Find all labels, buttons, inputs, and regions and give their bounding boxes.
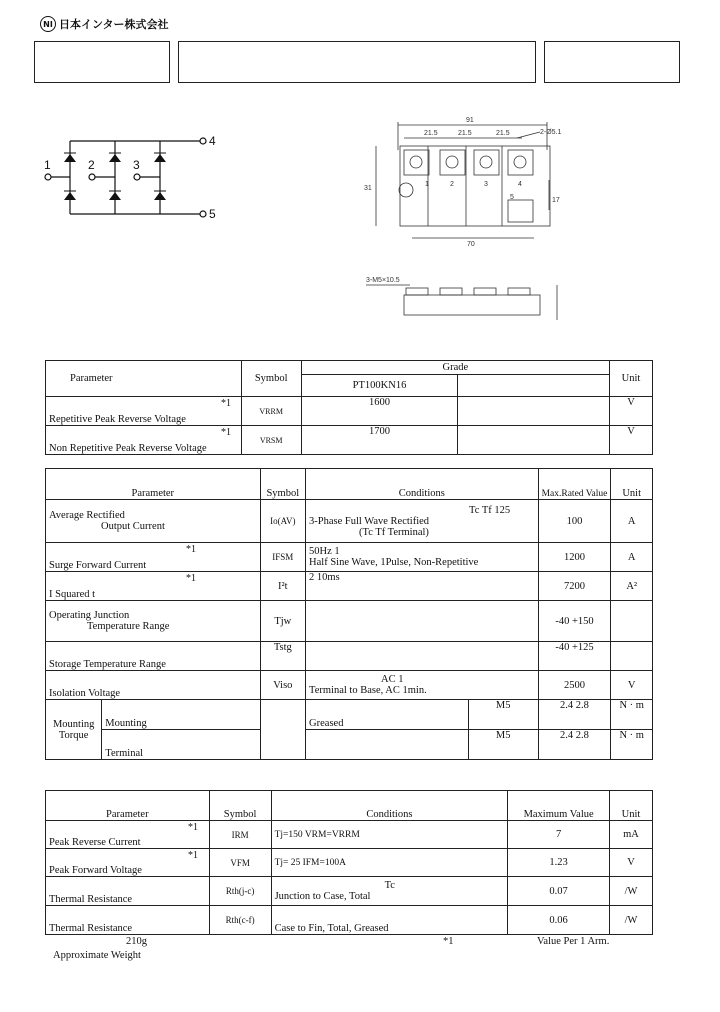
- header-parameter: Parameter: [46, 469, 261, 500]
- condition-line1: AC 1: [381, 674, 404, 685]
- value: -40 +150: [538, 601, 611, 642]
- unit: V: [610, 397, 653, 426]
- unit: /W: [610, 906, 653, 935]
- unit: N · m: [611, 700, 653, 730]
- value: 1600: [301, 397, 458, 426]
- param-name-line2: Temperature Range: [87, 621, 170, 632]
- dim-mount-pitch: 70: [467, 241, 475, 248]
- symbol: I²t: [260, 572, 305, 601]
- header-grade: Grade: [301, 361, 609, 375]
- symbol: Io(AV): [260, 500, 305, 543]
- param-name: Non Repetitive Peak Reverse Voltage: [49, 443, 207, 454]
- table-row: [46, 877, 653, 906]
- table-row: [46, 601, 653, 642]
- symbol: Rth(j-c): [209, 877, 271, 906]
- table-row: [46, 700, 653, 730]
- table-row: [46, 730, 653, 760]
- table-row: [46, 397, 653, 426]
- param-name: Surge Forward Current: [49, 560, 147, 571]
- value: 2500: [538, 671, 611, 700]
- param-name: Operating Junction: [49, 610, 130, 621]
- header-conditions: Conditions: [306, 469, 539, 500]
- unit: V: [610, 849, 653, 877]
- param-name: Thermal Resistance: [46, 906, 210, 935]
- value: 0.07: [508, 877, 610, 906]
- condition: Junction to Case, Total: [274, 891, 371, 902]
- table-row: [46, 572, 653, 601]
- table-row: [46, 849, 653, 877]
- param-name: Isolation Voltage: [46, 671, 261, 700]
- footnote-mark: *1: [221, 427, 231, 438]
- unit: A: [611, 543, 653, 572]
- unit: mA: [610, 821, 653, 849]
- table-row: [46, 426, 653, 455]
- unit: A: [611, 500, 653, 543]
- symbol: Rth(c-f): [209, 906, 271, 935]
- weight-label: Approximate Weight: [53, 950, 141, 961]
- symbol: VRSM: [241, 426, 301, 455]
- value: 2.4 2.8: [538, 730, 611, 760]
- unit: [611, 642, 653, 671]
- header-box-left: [34, 41, 170, 83]
- symbol: Viso: [260, 671, 305, 700]
- torque-screw: M5: [468, 730, 538, 760]
- condition-top: Tc: [384, 880, 395, 891]
- footnote-mark: *1: [186, 573, 196, 584]
- outline-drawing: [362, 110, 582, 340]
- pin-5: 5: [510, 194, 514, 201]
- dim-mounting-hole: 2-Ø5.1: [540, 129, 562, 136]
- symbol: IRM: [209, 821, 271, 849]
- table-row: [46, 642, 653, 671]
- param-name: Peak Reverse Current: [49, 837, 141, 848]
- value: 1200: [538, 543, 611, 572]
- table-row: [46, 671, 653, 700]
- value: 1700: [301, 426, 458, 455]
- value: 7: [508, 821, 610, 849]
- dim-terminal-height: 17: [552, 197, 560, 204]
- condition: Case to Fin, Total, Greased: [271, 906, 508, 935]
- dim-pitch-2: 21.5: [458, 130, 472, 137]
- condition-line1: 50Hz 1: [309, 546, 340, 557]
- header-box-center: [178, 41, 536, 83]
- condition: Tj= 25 IFM=100A: [271, 849, 508, 877]
- param-name: Average Rectified: [49, 510, 125, 521]
- table-row: [46, 821, 653, 849]
- dim-pitch-1: 21.5: [424, 130, 438, 137]
- condition-line2: Half Sine Wave, 1Pulse, Non-Repetitive: [309, 557, 479, 568]
- pin-1: 1: [425, 181, 429, 188]
- value: 100: [538, 500, 611, 543]
- terminal-label-5: 5: [209, 207, 216, 221]
- torque-condition: Greased: [306, 700, 469, 730]
- torque-label-2: Torque: [58, 729, 89, 741]
- param-name: I Squared t: [49, 589, 96, 600]
- footnote-mark: *1: [188, 822, 198, 833]
- unit: N · m: [611, 730, 653, 760]
- unit: /W: [610, 877, 653, 906]
- dim-overall-width: 91: [466, 117, 474, 124]
- company-logo: [40, 16, 169, 32]
- header-unit: Unit: [611, 469, 653, 500]
- header-parameter: Parameter: [46, 791, 210, 821]
- unit: V: [611, 671, 653, 700]
- header-max-rated: Max.Rated Value: [538, 469, 611, 500]
- header-box-right: [544, 41, 680, 83]
- param-name-line2: Output Current: [101, 521, 165, 532]
- value: 2.4 2.8: [538, 700, 611, 730]
- logo-mark: NI: [40, 16, 56, 32]
- circuit-diagram: [30, 125, 230, 230]
- header-conditions: Conditions: [271, 791, 508, 821]
- torque-label-1: Mounting: [52, 718, 95, 730]
- torque-sub-mounting: Mounting: [102, 700, 260, 730]
- condition-line1: Tc Tf 125: [469, 504, 511, 516]
- terminal-label-1: 1: [44, 158, 51, 172]
- header-blank: [458, 375, 610, 397]
- condition: 2 10ms: [306, 572, 539, 601]
- value: 7200: [538, 572, 611, 601]
- header-symbol: Symbol: [241, 361, 301, 397]
- dim-screw-spec: 3-M5×10.5: [366, 277, 400, 284]
- header-unit: Unit: [610, 361, 653, 397]
- table-row: [46, 543, 653, 572]
- symbol: VRRM: [241, 397, 301, 426]
- unit: [611, 601, 653, 642]
- pin-3: 3: [484, 181, 488, 188]
- header-symbol: Symbol: [209, 791, 271, 821]
- header-symbol: Symbol: [260, 469, 305, 500]
- value: 0.06: [508, 906, 610, 935]
- torque-condition: [306, 730, 469, 760]
- unit: V: [610, 426, 653, 455]
- param-name: Thermal Resistance: [46, 877, 210, 906]
- condition-line2: 3-Phase Full Wave Rectified: [309, 515, 430, 527]
- value: -40 +125: [538, 642, 611, 671]
- pin-2: 2: [450, 181, 454, 188]
- pin-4: 4: [518, 181, 522, 188]
- logo-text: 日本インター株式会社: [59, 18, 169, 31]
- table-row: [46, 500, 653, 543]
- table-row: [46, 906, 653, 935]
- weight-value: 210g: [126, 936, 147, 947]
- header-unit: Unit: [610, 791, 653, 821]
- symbol: VFM: [209, 849, 271, 877]
- param-name: Repetitive Peak Reverse Voltage: [49, 414, 186, 425]
- dim-pitch-3: 21.5: [496, 130, 510, 137]
- header-part-number: PT100KN16: [301, 375, 458, 397]
- condition: Tj=150 VRM=VRRM: [271, 821, 508, 849]
- footnote-text: Value Per 1 Arm.: [537, 936, 610, 947]
- condition-line3: (Tc Tf Terminal): [359, 526, 429, 538]
- footnote-mark: *1: [188, 850, 198, 861]
- terminal-label-3: 3: [133, 158, 140, 172]
- param-name: Storage Temperature Range: [46, 642, 261, 671]
- condition-line2: Terminal to Base, AC 1min.: [309, 685, 427, 696]
- dim-height: 31: [364, 185, 372, 192]
- terminal-label-4: 4: [209, 134, 216, 148]
- symbol: IFSM: [260, 543, 305, 572]
- terminal-label-2: 2: [88, 158, 95, 172]
- symbol: Tstg: [260, 642, 305, 671]
- symbol: Tjw: [260, 601, 305, 642]
- electrical-characteristics-table: [45, 790, 653, 935]
- footnote-mark: *1: [186, 544, 196, 555]
- max-ratings-table: [45, 468, 653, 760]
- param-name: Peak Forward Voltage: [49, 865, 142, 876]
- header-max-value: Maximum Value: [508, 791, 610, 821]
- footnote-mark: *1: [221, 398, 231, 409]
- header-parameter: Parameter: [46, 361, 242, 397]
- footnote-mark: *1: [443, 936, 454, 947]
- ratings-table-voltage: [45, 360, 653, 455]
- unit: A²: [611, 572, 653, 601]
- value: 1.23: [508, 849, 610, 877]
- torque-sub-terminal: Terminal: [102, 730, 260, 760]
- torque-screw: M5: [468, 700, 538, 730]
